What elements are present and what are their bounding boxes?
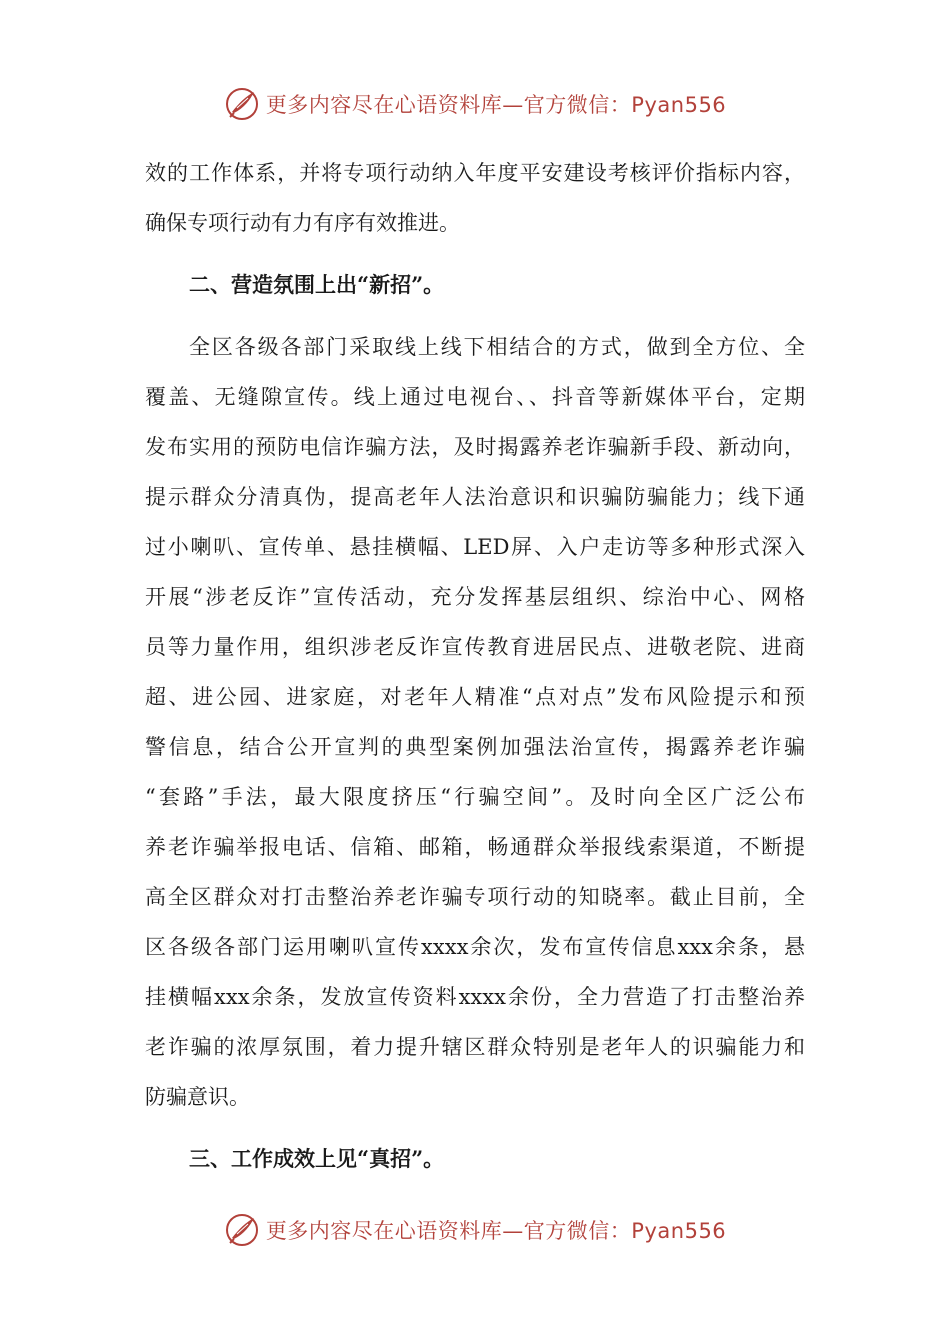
body-line: 覆盖、无缝隙宣传。线上通过电视台、、抖音等新媒体平台，定期 [145,385,805,409]
body-line: 员等力量作用，组织涉老反诈宣传教育进居民点、进敬老院、进商 [145,635,805,659]
body-line: 确保专项行动有力有序有效推进。 [145,211,460,235]
body-line: 提示群众分清真伪，提高老年人法治意识和识骗防骗能力；线下通 [145,485,805,509]
banner-text: 更多内容尽在心语资料库—官方微信：Pyan556 [265,93,727,117]
header-banner [0,82,950,126]
body-line: 警信息，结合公开宣判的典型案例加强法治宣传，揭露养老诈骗 [145,735,805,759]
body-line: 全区各级各部门采取线上线下相结合的方式，做到全方位、全 [189,335,805,359]
body-line: 区各级各部门运用喇叭宣传xxxx余次，发布宣传信息xxx余条，悬 [145,935,805,959]
body-line: 开展“涉老反诈”宣传活动，充分发挥基层组织、综治中心、网格 [145,585,805,609]
body-line: 超、进公园、进家庭，对老年人精准“点对点”发布风险提示和预 [145,685,805,709]
body-line: 防骗意识。 [145,1085,250,1109]
banner-text: 更多内容尽在心语资料库—官方微信：Pyan556 [265,1219,727,1243]
body-line: 效的工作体系，并将专项行动纳入年度平安建设考核评价指标内容， [145,161,805,185]
feather-pen-logo-icon [224,86,260,122]
section-heading-3: 三、工作成效上见“真招”。 [189,1146,445,1171]
feather-pen-logo-icon [224,1212,260,1248]
footer-banner [0,1208,950,1252]
body-line: 挂横幅xxx余条，发放宣传资料xxxx余份，全力营造了打击整治养 [145,985,805,1009]
body-line: 高全区群众对打击整治养老诈骗专项行动的知晓率。截止目前，全 [145,885,805,909]
document-body [145,148,805,1184]
body-line: 养老诈骗举报电话、信箱、邮箱，畅通群众举报线索渠道，不断提 [145,835,805,859]
body-line: 老诈骗的浓厚氛围，着力提升辖区群众特别是老年人的识骗能力和 [145,1035,805,1059]
section-heading-2: 二、营造氛围上出“新招”。 [189,272,445,297]
body-line: 发布实用的预防电信诈骗方法，及时揭露养老诈骗新手段、新动向， [145,435,805,459]
body-line: 过小喇叭、宣传单、悬挂横幅、LED屏、入户走访等多种形式深入 [145,535,805,559]
body-line: “套路”手法，最大限度挤压“行骗空间”。及时向全区广泛公布 [145,785,805,809]
